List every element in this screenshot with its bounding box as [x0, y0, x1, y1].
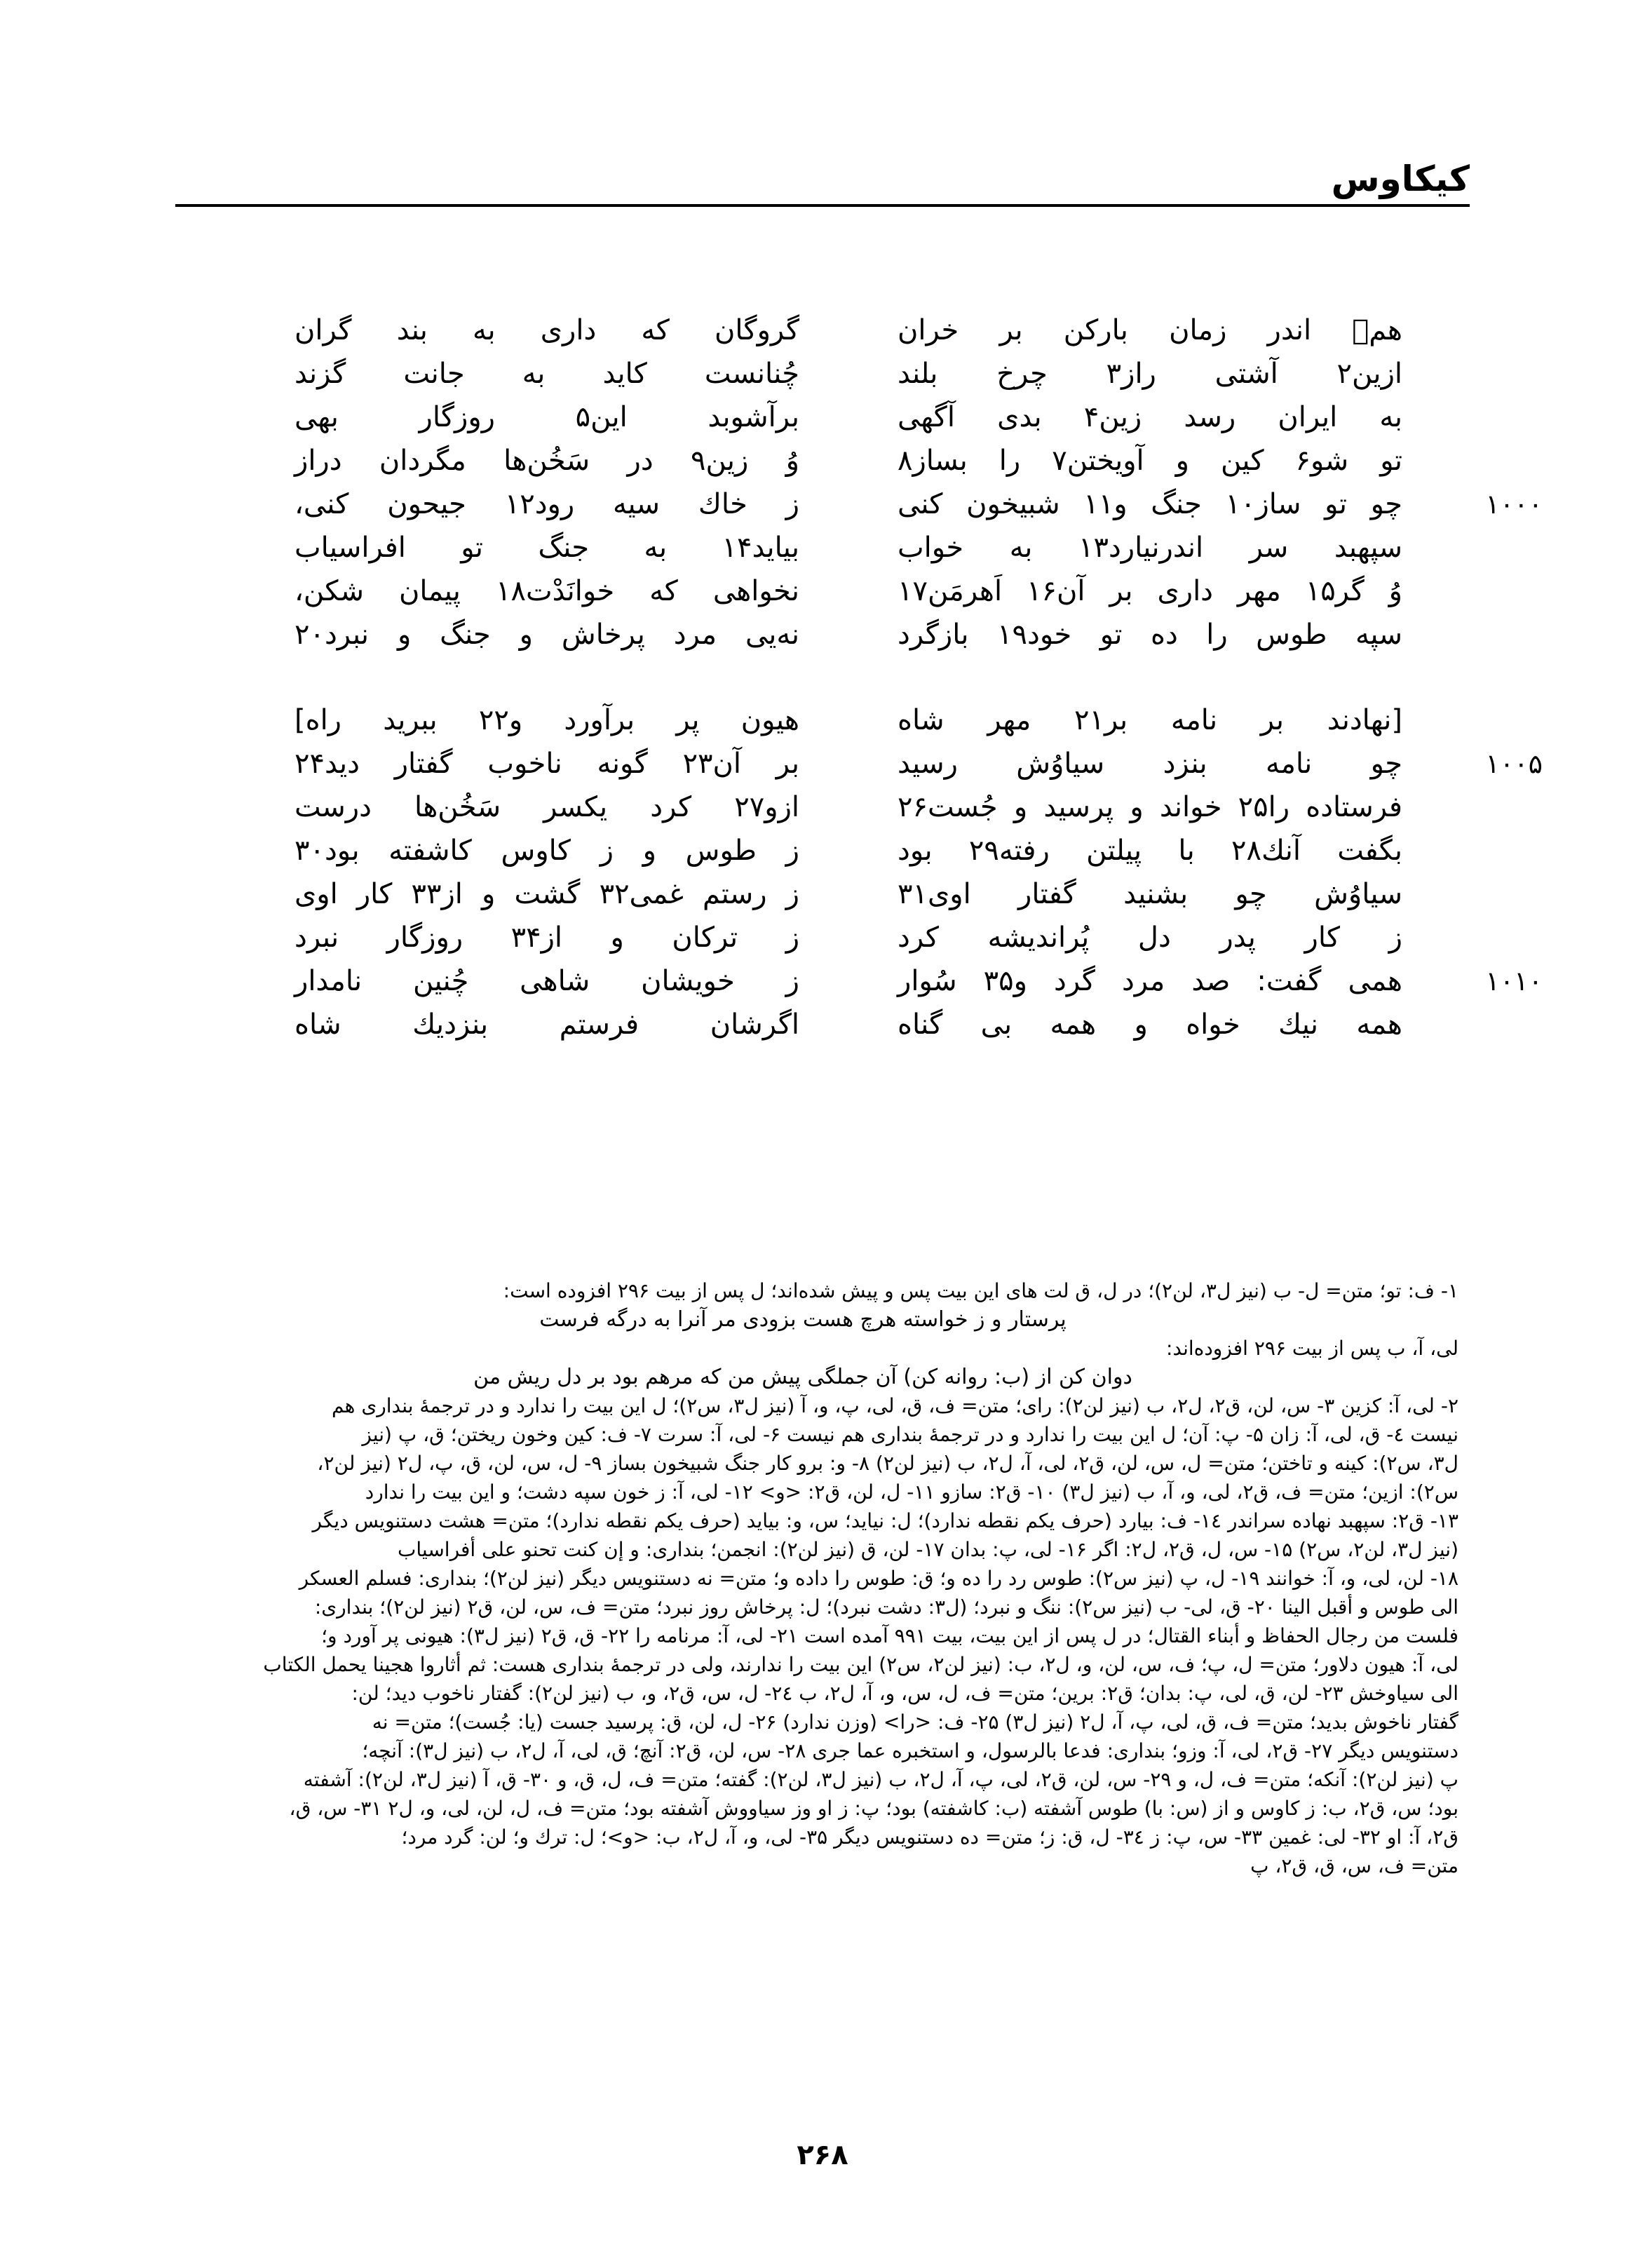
- footnote-line: فلست من رجال الحفاظ و أبناء القتال؛ در ل پس از این بیت، بیت ۹۹۱ آمده است ۲۱- لی، آ: مرنامه را ۲۲- ق، ق۲ (نیز ل۳): هیونی پر آورد و؛: [321, 1624, 1458, 1647]
- footnotes: [147, 1276, 1458, 1880]
- hemistich-right: همی گفت: صد مرد گرد و۳۵ سُوار: [898, 965, 1402, 997]
- footnote-verse: پرستار و ز خواسته هرچ هست بزودی مر آنرا به درگه فرست: [539, 1307, 1067, 1332]
- hemistich-left: ز خویشان شاهی چُنین نامدار: [295, 965, 799, 997]
- couplet: [252, 482, 1543, 526]
- footnote-line: پ (نیز لن۲): آنکه؛ متن= ف، ل، و ۲۹- س، لن، ق۲، لی، پ، آ، ل۲، ب (نیز ل۳، لن۲): گفته؛ متن= ف، ل، ق، و ۳۰- ق، آ (نیز ل۳، لن۲): آشفته: [303, 1768, 1458, 1791]
- hemistich-left: برآشوبد این۵ روزگار بهی: [295, 401, 799, 433]
- hemistich-right: وُ گر۱۵ مهر داری بر آن۱۶ اَهرمَن۱۷: [898, 575, 1402, 607]
- page-number: ۲۶۸: [797, 2139, 848, 2171]
- footnote-line: لی، آ: هیون دلاور؛ متن= ل، پ؛ ف، س، لن، و، ل۲، ب: (نیز لن۲، س۲) این بیت را ندارند، ولی در ترجمهٔ بنداری هست: ثم أثاروا هجینا یحمل الکتاب: [263, 1653, 1458, 1676]
- hemistich-right: فرستاده را۲۵ خواند و پرسید و جُست۲۶: [898, 791, 1402, 823]
- hemistich-right: چو نامه بنزد سیاوُش رسید: [898, 748, 1402, 780]
- hemistich-right: همۘ اندر زمان بارکن بر خران: [898, 314, 1402, 346]
- hemistich-left: ازو۲۷ کرد یکسر سَخُن‌ها درست: [295, 791, 799, 823]
- hemistich-right: چو تو ساز۱۰ جنگ و۱۱ شبیخون کنی: [898, 488, 1402, 520]
- hemistich-left: ز خاك سیه رود۱۲ جیحون کنی،: [295, 488, 799, 520]
- hemistich-right: تو شو۶ کین و آویختن۷ را بساز۸: [898, 445, 1402, 477]
- footnote-line: بود؛ س، ق۲، ب: ز کاوس و از (س: با) طوس آشفته (ب: کاشفته) بود؛ پ: ز او وز سیاووش آشفته بود؛ متن= ف، ل، لن، لی، و، ل۲ ۳۱- س، ق،: [289, 1797, 1458, 1820]
- footnote-line: دستنویس دیگر ۲۷- ق۲، لی، آ: وزو؛ بنداری: فدعا بالرسول، و استخبره عما جری ۲۸- س، لن، ق۲: آنچ؛ ق، لی، آ، ل۲، ب (نیز ل۳): آنچه؛: [362, 1739, 1458, 1762]
- couplet: [252, 396, 1402, 439]
- hemistich-left: ز رستم غمی۳۲ گشت و از۳۳ کار اوی: [295, 878, 799, 910]
- couplet: [252, 742, 1543, 785]
- hemistich-left: چُنانست کاید به جانت گزند: [295, 358, 799, 390]
- hemistich-left: بیاید۱۴ به جنگ تو افراسیاب: [295, 532, 799, 564]
- couplet: [252, 309, 1402, 352]
- stanza-gap: [252, 656, 1402, 698]
- footnote-line: ۱۸- لن، لی، و، آ: خوانند ۱۹- ل، پ (نیز س۲): طوس رد را ده و؛ ق: طوس را داده و؛ متن= نه دستنویس دیگر (نیز لن۲)؛ بنداری: فسلم العسکر: [299, 1567, 1458, 1590]
- hemistich-right: بگفت آنك۲۸ با پیلتن رفته۲۹ بود: [898, 835, 1403, 867]
- hemistich-right: [نهادند بر نامه بر۲۱ مهر شاه: [898, 704, 1403, 736]
- couplet: [252, 352, 1402, 396]
- footnote-line: (نیز ل۳، لن۲، س۲) ۱۵- س، ل، ق۲، ل۲: اگر ۱۶- لی، پ: بدان ۱۷- لن، ق (نیز لن۲): انجمن؛ بنداری: و إن کنت تحنو علی أفراسیاب: [398, 1538, 1458, 1561]
- footnote-line: ۱۳- ق۲: سپهبد نهاده سراندر ۱٤- ف: بیارد (حرف یکم نقطه ندارد)؛ ل: نیاید؛ س، و: بیاید (حرف یکم نقطه ندارد)؛ متن= هشت دستنویس دیگر: [312, 1509, 1458, 1532]
- stanza-1: [252, 309, 1543, 656]
- hemistich-left: ز ترکان و از۳۴ روزگار نبرد: [295, 922, 800, 954]
- hemistich-left: وُ زین۹ در سَخُن‌ها مگردان دراز: [295, 445, 799, 477]
- hemistich-left: اگرشان فرستم بنزدیك شاه: [295, 1008, 799, 1041]
- footnote-line: لی، آ، ب پس از بیت ۲۹۶ افزوده‌اند:: [1165, 1337, 1458, 1360]
- footnote-line: نیست ٤- ق، لی، آ: زان ۵- پ: آن؛ ل این بیت را ندارد و در ترجمهٔ بنداری هم نیست ۶- لی، آ: سرت ۷- ف: کین وخون ریختن؛ ق، پ (نیز: [362, 1423, 1458, 1446]
- couplet: [252, 785, 1402, 829]
- couplet: [252, 526, 1402, 569]
- hemistich-left: گروگان که داری به بند گران: [295, 314, 799, 346]
- footnote-line: ۱- ف: تو؛ متن= ل- ب (نیز ل۳، لن۲)؛ در ل، ق لت های این بیت پس و پیش شده‌اند؛ ل پس از بیت ۲۹۶ افزوده است:: [503, 1279, 1458, 1302]
- footnote-verse: دوان کن از (ب: روانه کن) آن جملگی پیش من که مرهم بود بر دل ریش من: [473, 1365, 1132, 1389]
- hemistich-right: ازین۲ آشتی راز۳ چرخ بلند: [898, 358, 1402, 390]
- hemistich-right: همه نیك خواه و همه بی گناه: [898, 1008, 1402, 1041]
- hemistich-left: هیون پر برآورد و۲۲ ببرید راه]: [295, 704, 799, 736]
- footnote-line: متن= ف، س، ق، ق۲، پ: [1250, 1854, 1458, 1877]
- hemistich-left: نخواهی که خوانَدْت۱۸ پیمان شکن،: [295, 575, 799, 607]
- header-rule: [175, 204, 1470, 207]
- footnote-line: الی طوس و أقبل الینا ۲۰- ق، لی- ب (نیز س۲): ننگ و نبرد؛ (ل۳: دشت نبرد)؛ ل: پرخاش روز نبرد؛ متن= ف، س، لن، ق۲ (نیز لن۲)؛ بنداری:: [314, 1595, 1458, 1619]
- hemistich-right: سپهبد سر اندرنیارد۱۳ به خواب: [898, 532, 1403, 564]
- hemistich-left: نه‌یی مرد پرخاش و جنگ و نبرد۲۰: [295, 619, 799, 651]
- couplet: [252, 698, 1402, 742]
- couplet: [252, 829, 1402, 872]
- couplet: [252, 959, 1543, 1003]
- couplet: [252, 569, 1402, 613]
- hemistich-right: سپه طوس را ده تو خود۱۹ بازگرد: [898, 619, 1402, 651]
- footnote-line: ق۲، آ: او ۳۲- لی: غمین ۳۳- س، پ: ز ۳٤- ل، ق: ز؛ متن= ده دستنویس دیگر ۳۵- لی، و، آ، ل۲، ب: <و>؛ ل: ترك و؛ لن: گرد مرد؛: [401, 1825, 1458, 1849]
- hemistich-left: بر آن۲۳ گونه ناخوب گفتار دید۲۴: [295, 748, 800, 780]
- footnote-line: ۲- لی، آ: کزین ۳- س، لن، ق۲، ل۲، ب (نیز لن۲): رای؛ متن= ف، ق، لی، پ، و، آ (نیز ل۳، س۲)؛ ل این بیت را ندارد و در ترجمهٔ بنداری هم: [332, 1394, 1458, 1417]
- stanza-2: [252, 698, 1543, 1046]
- couplet: [252, 613, 1402, 656]
- couplet: [252, 916, 1402, 959]
- footnote-line: گفتار ناخوش بدید؛ متن= ف، ق، لی، پ، آ، ل۲ (نیز ل۳) ۲۵- ف: <را> (وزن ندارد) ۲۶- ل، لن، ق: پرسید جست (یا: جُست)؛ متن= نه: [372, 1710, 1458, 1734]
- line-number: ۱۰۱۰: [1485, 966, 1543, 997]
- hemistich-right: سیاوُش چو بشنید گفتار اوی۳۱: [898, 878, 1402, 910]
- hemistich-right: ز کار پدر دل پُراندیشه کرد: [898, 922, 1402, 954]
- footnote-line: س۲): ازین؛ متن= ف، ق۲، لی، و، آ، ب (نیز ل۳) ۱۰- ق۲: سازو ۱۱- ل، لن، ق۲: <و> ۱۲- لی، آ: ز خون سپه دشت؛ و این بیت را ندارد: [365, 1480, 1458, 1504]
- couplet: [252, 1003, 1402, 1046]
- chapter-title: کیکاوس: [1331, 158, 1470, 199]
- couplet: [252, 439, 1402, 482]
- couplet: [252, 872, 1402, 916]
- line-number: ۱۰۰۰: [1485, 489, 1543, 520]
- running-header: [175, 158, 1470, 200]
- footnote-line: الی سیاوخش ۲۳- لن، ق، لی، پ: بدان؛ ق۲: برین؛ متن= ف، ل، س، و، آ، ل۲، ب ۲٤- ل، س، ق۲، و، ب (نیز لن۲): گفتار ناخوب دید؛ لن:: [351, 1682, 1458, 1705]
- hemistich-left: ز طوس و ز کاوس کاشفته بود۳۰: [295, 835, 799, 867]
- line-number: ۱۰۰۵: [1485, 748, 1543, 779]
- footnote-line: ل۳، س۲): کینه و تاختن؛ متن= ل، س، لن، ق۲، لی، آ، ل۲، ب (نیز لن۲) ۸- و: برو کار جنگ شبیخون بساز ۹- ل، س، لن، ق، پ، ل۲ (نیز لن۲،: [317, 1452, 1458, 1475]
- hemistich-right: به ایران رسد زین۴ بدی آگهی: [898, 401, 1402, 433]
- verse-body: [252, 309, 1543, 1046]
